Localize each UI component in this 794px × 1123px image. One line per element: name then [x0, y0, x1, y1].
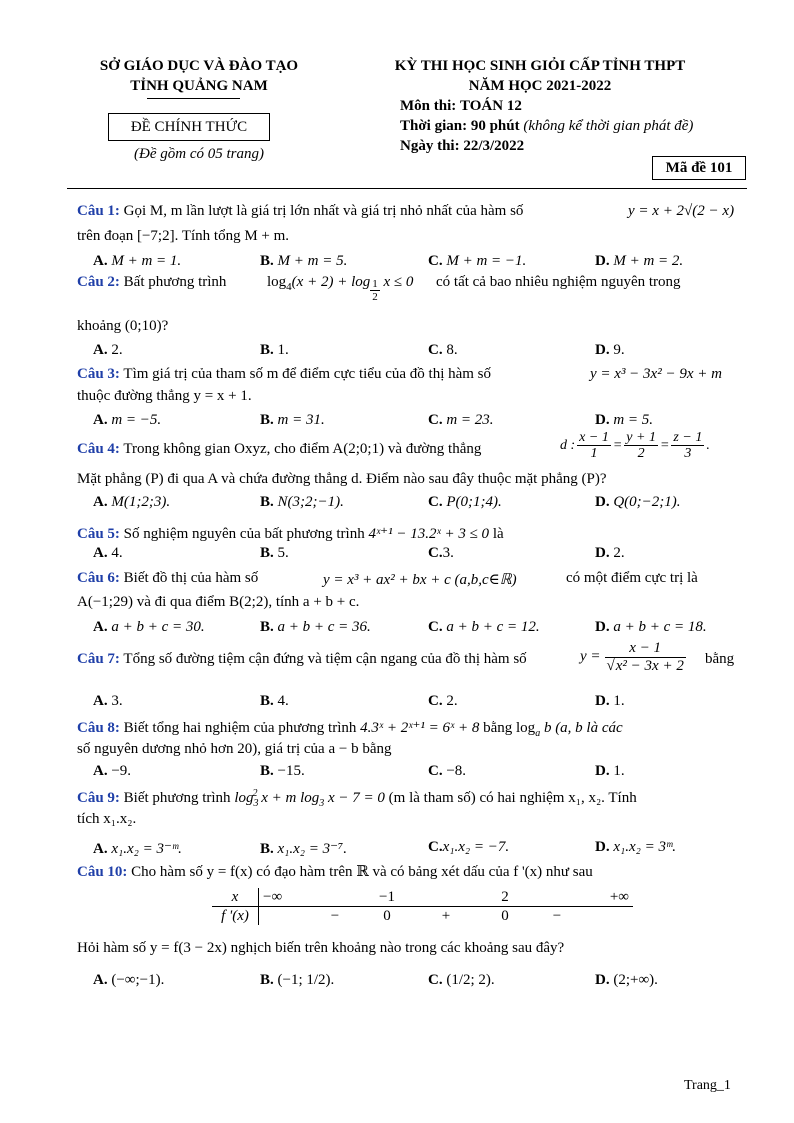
- date-line: [400, 138, 524, 155]
- q7-option-b[interactable]: [260, 693, 289, 710]
- q9-option-d[interactable]: [595, 839, 676, 856]
- option-text: −8.: [446, 763, 467, 779]
- option-label: B.: [260, 619, 274, 635]
- q4-option-d[interactable]: [595, 494, 681, 511]
- question-3-text: Tìm giá trị của tham số m để điểm cực tiểu của đồ thị hàm số: [123, 366, 492, 382]
- question-3-label: Câu 3:: [77, 366, 120, 382]
- q10-option-a[interactable]: [93, 972, 164, 989]
- question-5-text: Số nghiệm nguyên của bất phương trình: [123, 526, 365, 542]
- option-text: x₁.x₂ = 3ᵐ.: [613, 839, 676, 855]
- option-label: A.: [93, 619, 108, 635]
- question-2-text2: khoảng (0;10)?: [77, 318, 169, 334]
- q5-option-a[interactable]: [93, 545, 123, 562]
- option-label: B.: [260, 972, 274, 988]
- fraction: $\frac{x - 1}{1}$: [579, 430, 609, 462]
- question-6-label: Câu 6:: [77, 570, 120, 586]
- option-text: 8.: [446, 342, 458, 358]
- q10-option-c[interactable]: [428, 972, 495, 989]
- option-text: (−1; 1/2).: [277, 972, 335, 988]
- option-text: 3.: [442, 545, 454, 561]
- option-label: D.: [595, 693, 610, 709]
- option-text: M + m = 2.: [613, 253, 684, 269]
- option-label: B.: [260, 342, 274, 358]
- option-text: x₁.x₂ = 3⁻ᵐ.: [111, 841, 182, 857]
- q2-option-d[interactable]: [595, 342, 625, 359]
- option-text: P(0;1;4).: [446, 494, 502, 510]
- formula-part: x ≤ 0: [383, 274, 414, 290]
- sign-table-cell: −1: [379, 888, 395, 905]
- department-name: SỞ GIÁO DỤC VÀ ĐÀO TẠO: [99, 58, 299, 74]
- subject-label: Môn thi:: [400, 98, 457, 114]
- header-divider: [67, 188, 747, 189]
- question-2: [77, 274, 226, 291]
- date-value: 22/3/2022: [463, 138, 525, 154]
- option-label: C.: [428, 693, 443, 709]
- question-1: [77, 203, 523, 220]
- question-2-text: Bất phương trình: [123, 274, 227, 290]
- q2-option-b[interactable]: [260, 342, 289, 359]
- option-text: M + m = 1.: [111, 253, 182, 269]
- sign-table-cell: 2: [501, 888, 509, 905]
- option-label: C.: [428, 412, 443, 428]
- sign-table-grid: [212, 888, 633, 925]
- date-label: Ngày thi:: [400, 138, 460, 154]
- question-1-formula: y = x + 2√(2 − x): [628, 203, 735, 219]
- formula-part: (x + 2) + log: [291, 274, 371, 290]
- subject-line: [400, 98, 522, 115]
- fraction: $\frac{z - 1}{3}$: [673, 430, 703, 462]
- option-text: M + m = −1.: [446, 253, 527, 269]
- question-8-text-after: bằng log: [483, 720, 536, 736]
- option-label: C.: [428, 839, 443, 855]
- question-6-text2: A(−1;29) và đi qua điểm B(2;2), tính a + b + c.: [77, 594, 360, 610]
- question-2-formula: $\log_4(x + 2) + \log$ $\frac{1}{2}$ x ≤ 0: [267, 274, 414, 303]
- question-9-text2: tích x₁.x₂.: [77, 811, 137, 827]
- q9-option-b[interactable]: [260, 839, 347, 858]
- question-10-text2: Hỏi hàm số y = f(3 − 2x) nghịch biến trên khoảng nào trong các khoảng sau đây?: [77, 940, 565, 956]
- q9-option-c[interactable]: [428, 839, 509, 856]
- option-text: 1.: [613, 693, 625, 709]
- option-text: m = 23.: [446, 412, 494, 428]
- exam-code: Mã đề 101: [665, 160, 733, 176]
- option-label: D.: [595, 494, 610, 510]
- question-4-text: Trong không gian Oxyz, cho điểm A(2;0;1) và đường thẳng: [123, 441, 482, 457]
- option-label: B.: [260, 253, 274, 269]
- option-label: D.: [595, 412, 610, 428]
- question-3: [77, 366, 491, 383]
- option-text: N(3;2;−1).: [277, 494, 344, 510]
- q7-option-c[interactable]: [428, 693, 458, 710]
- question-2-text-after: có tất cả bao nhiêu nghiệm nguyên trong: [436, 274, 681, 290]
- sign-table-cell: +∞: [609, 888, 629, 905]
- q5-option-d[interactable]: [595, 545, 625, 562]
- question-4-text2: Mặt phẳng (P) đi qua A và chứa đường thẳng d. Điểm nào sau đây thuộc mặt phẳng (P)?: [77, 471, 607, 487]
- option-label: A.: [93, 841, 108, 857]
- option-text: a + b + c = 12.: [446, 619, 540, 635]
- q10-option-b[interactable]: [260, 972, 334, 989]
- question-9: [77, 788, 637, 809]
- q6-option-c[interactable]: [428, 619, 540, 636]
- option-text: 3.: [111, 693, 123, 709]
- question-10: [77, 862, 593, 881]
- question-1-text: Gọi M, m lần lượt là giá trị lớn nhất và giá trị nhỏ nhất của hàm số: [123, 203, 524, 219]
- q2-option-c[interactable]: [428, 342, 458, 359]
- q5-option-b[interactable]: [260, 545, 289, 562]
- question-8: Câu 8: Biết tổng hai nghiệm của phương trình 4.3ˣ + 2ˣ⁺¹ = 6ˣ + 8 bằng $\log_a b$ (a, b là các: [77, 720, 623, 739]
- q3-option-a[interactable]: [93, 412, 161, 429]
- sign-table-cell: −: [330, 907, 340, 924]
- option-label: C.: [428, 342, 443, 358]
- q6-option-a[interactable]: [93, 619, 205, 636]
- option-text: M + m = 5.: [277, 253, 348, 269]
- question-7-text: Tổng số đường tiệm cận đứng và tiệm cận ngang của đồ thị hàm số: [123, 651, 527, 667]
- q3-option-b[interactable]: [260, 412, 325, 429]
- option-text: x₁.x₂ = 3⁻⁷.: [277, 841, 348, 857]
- option-label: A.: [93, 972, 108, 988]
- option-text: 4.: [111, 545, 123, 561]
- q8-option-b[interactable]: [260, 763, 305, 780]
- question-7-formula: y = $\frac{x - 1}{\text{√x² − 3x + 2}}$: [580, 640, 684, 674]
- option-label: C.: [428, 972, 443, 988]
- q4-option-a[interactable]: [93, 494, 170, 511]
- option-text: a + b + c = 18.: [613, 619, 707, 635]
- exam-title: KỲ THI HỌC SINH GIỎI CẤP TỈNH THPT: [394, 58, 686, 74]
- q1-option-c[interactable]: [428, 253, 526, 270]
- question-7-label: Câu 7:: [77, 651, 120, 667]
- question-8-formula: 4.3ˣ + 2ˣ⁺¹ = 6ˣ + 8: [360, 720, 480, 736]
- option-label: A.: [93, 342, 108, 358]
- option-text: 2.: [613, 545, 625, 561]
- subject-value: TOÁN 12: [460, 98, 522, 114]
- option-text: 5.: [277, 545, 289, 561]
- pages-note: (Đề gồm có 05 trang): [134, 146, 264, 162]
- official-exam-box: [108, 113, 270, 141]
- option-label: D.: [595, 839, 610, 855]
- question-7-text-after: bằng: [705, 651, 735, 667]
- option-label: A.: [93, 545, 108, 561]
- option-label: D.: [595, 253, 610, 269]
- q8-option-c[interactable]: [428, 763, 466, 780]
- question-8-text2: số nguyên dương nhỏ hơn 20), giá trị của a − b bằng: [77, 741, 392, 757]
- line-d-equation: d : $\frac{x - 1}{1}$ = $\frac{y + 1}{2}$ = $\frac{z - 1}{3}$ .: [560, 430, 710, 462]
- question-9-label: Câu 9:: [77, 790, 120, 806]
- option-text: (1/2; 2).: [446, 972, 495, 988]
- sign-table-row-fprime: [212, 907, 633, 926]
- sign-table-cell: 0: [383, 907, 391, 924]
- question-8-label: Câu 8:: [77, 720, 120, 736]
- option-text: 1.: [277, 342, 289, 358]
- sign-table-cell: −∞: [263, 888, 283, 905]
- question-6-text: Biết đồ thị của hàm số: [123, 570, 259, 586]
- option-label: D.: [595, 342, 610, 358]
- option-text: x₁.x₂ = −7.: [442, 839, 510, 855]
- option-label: D.: [595, 545, 610, 561]
- question-5-label: Câu 5:: [77, 526, 120, 542]
- question-5-formula: 4ˣ⁺¹ − 13.2ˣ + 3 ≤ 0: [368, 526, 490, 542]
- exam-code-box: [652, 156, 746, 180]
- q7-option-a[interactable]: [93, 693, 123, 710]
- question-5-text-after: là: [492, 526, 504, 542]
- option-label: C.: [428, 494, 443, 510]
- question-10-text: Cho hàm số y = f(x) có đạo hàm trên ℝ và có bảng xét dấu của f '(x) như sau: [131, 864, 593, 880]
- fraction: $\frac{y + 1}{2}$: [626, 430, 656, 462]
- option-text: −15.: [277, 763, 305, 779]
- question-4-label: Câu 4:: [77, 441, 120, 457]
- question-3-formula: y = x³ − 3x² − 9x + m: [590, 366, 722, 382]
- option-text: 2.: [111, 342, 123, 358]
- q1-option-b[interactable]: [260, 253, 347, 270]
- question-6-text-after: có một điểm cực trị là: [566, 570, 698, 586]
- option-label: D.: [595, 972, 610, 988]
- q4-option-c[interactable]: [428, 494, 502, 511]
- option-label: B.: [260, 545, 274, 561]
- time-note: (không kể thời gian phát đề): [523, 118, 694, 134]
- time-line: [400, 118, 693, 135]
- q4-option-b[interactable]: [260, 494, 344, 511]
- question-1-text2: trên đoạn [−7;2]. Tính tổng M + m.: [77, 228, 290, 244]
- q8-option-d[interactable]: [595, 763, 625, 780]
- question-8-text-after2: b (a, b là các: [543, 720, 623, 736]
- formula-part: log: [267, 274, 287, 290]
- option-text: 2.: [446, 693, 458, 709]
- q8-option-a[interactable]: [93, 763, 131, 780]
- option-label: B.: [260, 841, 274, 857]
- sign-table: [212, 888, 633, 925]
- option-text: (2;+∞).: [613, 972, 658, 988]
- q5-option-c[interactable]: [428, 545, 454, 562]
- option-text: 1.: [613, 763, 625, 779]
- option-label: A.: [93, 412, 108, 428]
- option-text: (−∞;−1).: [111, 972, 165, 988]
- question-9-text-after: (m là tham số) có hai nghiệm x₁, x₂. Tính: [388, 790, 637, 806]
- q3-option-c[interactable]: [428, 412, 494, 429]
- option-text: a + b + c = 36.: [277, 619, 371, 635]
- option-label: A.: [93, 763, 108, 779]
- sign-table-header-x: x: [212, 888, 259, 907]
- q6-option-b[interactable]: [260, 619, 371, 636]
- q6-option-d[interactable]: [595, 619, 707, 636]
- question-9-formula: $\log_3^2 x + m$ $\log_3 x - 7 = 0$: [234, 788, 385, 809]
- page-number: Trang_1: [684, 1078, 731, 1093]
- question-9-text: Biết phương trình: [123, 790, 231, 806]
- sign-table-header-fprime: f '(x): [212, 907, 259, 926]
- header-underline: [147, 98, 240, 99]
- q2-option-a[interactable]: [93, 342, 123, 359]
- option-label: C.: [428, 763, 443, 779]
- question-5: [77, 524, 504, 543]
- school-year: NĂM HỌC 2021-2022: [468, 78, 612, 94]
- option-text: a + b + c = 30.: [111, 619, 205, 635]
- sign-table-cell: −: [552, 907, 562, 924]
- option-label: C.: [428, 619, 443, 635]
- option-text: M(1;2;3).: [111, 494, 171, 510]
- official-exam-label: ĐỀ CHÍNH THỨC: [130, 119, 248, 135]
- question-6: [77, 570, 258, 587]
- question-6-formula: y = x³ + ax² + bx + c (a,b,c∈ℝ): [323, 572, 517, 588]
- option-label: A.: [93, 253, 108, 269]
- q1-option-a[interactable]: [93, 253, 181, 270]
- question-3-text2: thuộc đường thẳng y = x + 1.: [77, 388, 252, 404]
- option-label: C.: [428, 253, 443, 269]
- q1-option-d[interactable]: [595, 253, 683, 270]
- q10-option-d[interactable]: [595, 972, 658, 989]
- option-label: B.: [260, 494, 274, 510]
- option-text: −9.: [111, 763, 132, 779]
- q9-option-a[interactable]: [93, 839, 182, 858]
- option-text: m = 31.: [277, 412, 325, 428]
- question-8-text: Biết tổng hai nghiệm của phương trình: [123, 720, 357, 736]
- log-base-fraction: $\frac{1}{2}$: [372, 277, 378, 303]
- question-1-label: Câu 1:: [77, 203, 120, 219]
- option-label: D.: [595, 619, 610, 635]
- option-label: A.: [93, 693, 108, 709]
- option-text: m = −5.: [111, 412, 162, 428]
- time-value: 90 phút: [470, 118, 520, 134]
- question-4: [77, 441, 481, 458]
- option-label: D.: [595, 763, 610, 779]
- question-7: [77, 651, 527, 668]
- q7-option-d[interactable]: [595, 693, 625, 710]
- option-label: C.: [428, 545, 443, 561]
- sign-table-row-x: [212, 888, 633, 907]
- time-label: Thời gian:: [400, 118, 468, 134]
- option-text: 9.: [613, 342, 625, 358]
- question-10-label: Câu 10:: [77, 864, 128, 880]
- province-name: TỈNH QUẢNG NAM: [130, 78, 268, 94]
- option-label: B.: [260, 412, 274, 428]
- option-label: A.: [93, 494, 108, 510]
- fraction: $\frac{x - 1}{\text{√x² − 3x + 2}}$: [606, 640, 684, 674]
- q3-option-d[interactable]: [595, 412, 653, 429]
- sign-table-cell: 0: [501, 907, 509, 924]
- option-text: m = 5.: [613, 412, 654, 428]
- option-label: B.: [260, 763, 274, 779]
- option-text: 4.: [277, 693, 289, 709]
- sign-table-cell: +: [441, 907, 451, 924]
- question-2-label: Câu 2:: [77, 274, 120, 290]
- option-text: Q(0;−2;1).: [613, 494, 681, 510]
- option-label: B.: [260, 693, 274, 709]
